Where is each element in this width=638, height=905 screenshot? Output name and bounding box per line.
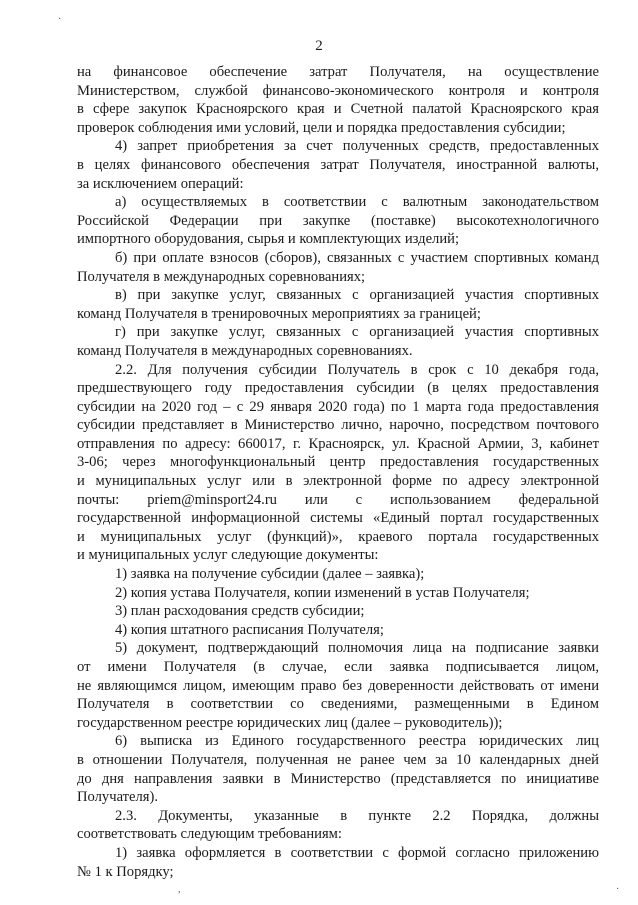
text-line: 1) заявка оформляется в соответствии с формой согласно приложению [115,844,599,861]
text-line: Получателя). [77,789,159,806]
scan-speck: , [178,884,181,895]
text-line: 2.2. Для получения субсидии Получатель в срок с 10 декабря года, [115,361,599,378]
text-line: Министерством, службой финансово-экономического контроля и контроля [77,82,599,99]
document-body [77,63,599,881]
text-line: в целях финансового обеспечения затрат Получателя, иностранной валюты, [77,156,599,173]
text-line: б) при оплате взносов (сборов), связанных с участием спортивных команд [115,249,599,266]
text-line: государственной информационной системы «Единый портал государственных [77,510,599,527]
text-line: г) при закупке услуг, связанных с организацией участия спортивных [115,324,599,341]
scan-speck: · [58,14,62,25]
text-line: 3) план расходования средств субсидии; [115,603,365,620]
text-line: а) осуществляемых в соответствии с валютным законодательством [115,194,599,211]
text-line: почты: priem@minsport24.ru или с использованием федеральной [77,491,599,508]
text-line: и муниципальных услуг (функций)», краевого портала государственных [77,528,599,545]
text-line: до дня направления заявки в Министерство (представляется по инициативе [77,770,599,787]
text-line: Получателя в международных соревнованиях; [77,268,366,285]
page-number: 2 [315,38,323,54]
text-line: субсидии на 2020 год – с 29 января 2020 года) по 1 марта года предоставления [77,398,599,415]
text-line: 5) документ, подтверждающий полномочия лица на подписание заявки [115,640,599,657]
text-line: отправления по адресу: 660017, г. Красноярск, ул. Красной Армии, 3, кабинет [77,435,599,452]
text-line: соответствовать следующим требованиям: [77,826,342,843]
text-line: Российской Федерации при закупке (поставке) высокотехнологичного [77,212,599,229]
text-line: команд Получателя в тренировочных мероприятиях за границей; [77,305,481,322]
text-line: государственном реестре юридических лиц (далее – руководитель)); [77,714,503,731]
text-line: команд Получателя в международных соревнованиях. [77,342,413,359]
text-line: 2.3. Документы, указанные в пункте 2.2 Порядка, должны [115,807,599,824]
text-line: 3-06; через многофункциональный центр предоставления государственных [77,454,599,471]
text-line: в) при закупке услуг, связанных с организацией участия спортивных [115,287,599,304]
text-line: в отношении Получателя, полученная не ранее чем за 10 календарных дней [77,751,599,768]
text-line: 4) копия штатного расписания Получателя; [115,621,384,638]
text-line: предшествующего году предоставления субсидии (в целях предоставления [77,380,599,397]
text-line: от имени Получателя (в случае, если заявка подписывается лицом, [77,659,599,675]
text-line: 2) копия устава Получателя, копии изменений в устав Получателя; [115,584,530,601]
text-line: 1) заявка на получение субсидии (далее – заявка); [115,566,425,583]
text-line: импортного оборудования, сырья и комплектующих изделий; [77,231,460,248]
text-line: Получателя в соответствии со сведениями, размещенными в Едином [77,696,599,713]
scan-speck: · [616,884,620,895]
text-line: на финансовое обеспечение затрат Получателя, на осуществление [77,64,599,80]
text-line: проверок соблюдения ими условий, цели и порядка предоставления субсидии; [77,119,566,136]
text-line: 4) запрет приобретения за счет полученных средств, предоставленных [115,138,599,155]
text-line: в сфере закупок Красноярского края и Счетной палатой Красноярского края [77,101,599,118]
text-line: и муниципальных услуг следующие документы: [77,547,379,564]
text-line: субсидии представляет в Министерство лично, нарочно, посредством почтового [77,417,599,434]
text-line: и муниципальных услуг или в электронной форме по адресу электронной [77,473,599,490]
text-line: за исключением операций: [77,175,244,192]
text-line: № 1 к Порядку; [77,863,174,880]
text-line: 6) выписка из Единого государственного реестра юридических лиц [115,733,599,750]
text-line: не являющимся лицом, имеющим право без доверенности действовать от имени [77,677,599,694]
